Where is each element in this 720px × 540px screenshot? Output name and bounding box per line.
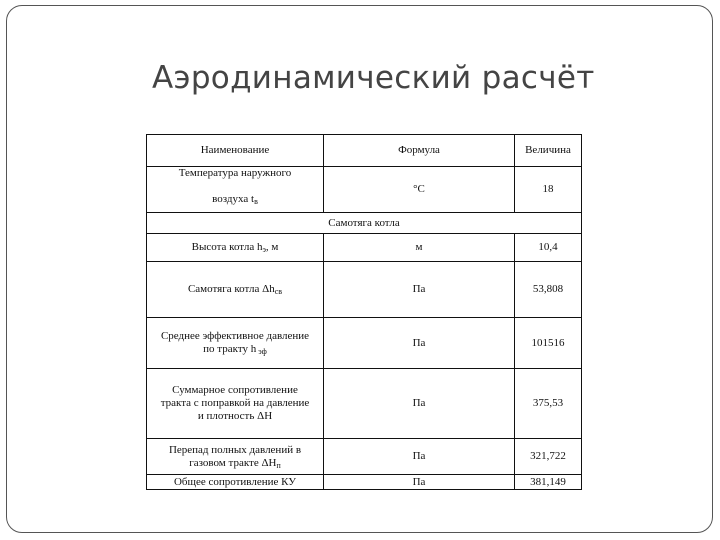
- cell-value: 10,4: [515, 234, 582, 262]
- cell-formula: м: [324, 234, 515, 262]
- name-line: Перепад полных давлений в: [168, 443, 302, 456]
- cell-formula: °C: [324, 167, 515, 213]
- cell-formula: Па: [324, 475, 515, 490]
- name-text: Высота котла h: [191, 241, 263, 253]
- name-line: и плотность ΔH: [197, 410, 273, 422]
- name-text: по тракту h: [203, 343, 257, 355]
- section-row: [147, 213, 582, 234]
- name-text: воздуха t: [212, 193, 255, 205]
- section-label: Самотяга котла: [147, 213, 582, 234]
- table-row: [147, 167, 582, 213]
- header-value: Величина: [515, 135, 582, 167]
- table-row: [147, 439, 582, 475]
- cell-value: 321,722: [515, 439, 582, 475]
- name-line: тракта с поправкой на давление: [160, 397, 310, 409]
- name-line: Суммарное сопротивление: [172, 384, 298, 396]
- name-subscript: эф: [256, 347, 267, 356]
- cell-value: 18: [515, 167, 582, 213]
- header-formula: Формула: [324, 135, 515, 167]
- cell-name: [147, 369, 324, 439]
- table-row: [147, 475, 582, 490]
- cell-formula: Па: [324, 262, 515, 318]
- cell-name: [147, 167, 324, 213]
- cell-name: [147, 318, 324, 369]
- name-subscript: в: [254, 197, 258, 206]
- table-row: [147, 318, 582, 369]
- cell-value: 53,808: [515, 262, 582, 318]
- name-subscript: п: [276, 460, 281, 470]
- name-line: Температура наружного: [178, 167, 292, 179]
- name-subscript: э: [262, 245, 266, 254]
- cell-value: 375,53: [515, 369, 582, 439]
- cell-formula: Па: [324, 318, 515, 369]
- name-text: Самотяга котла Δh: [187, 283, 275, 295]
- name-line: [150, 193, 320, 206]
- cell-name: [147, 234, 324, 262]
- cell-name: [147, 262, 324, 318]
- cell-formula: Па: [324, 439, 515, 475]
- table-row: [147, 369, 582, 439]
- page-title: Аэродинамический расчёт: [152, 60, 595, 96]
- cell-value: 101516: [515, 318, 582, 369]
- cell-value: 381,149: [515, 475, 582, 490]
- name-text: , м: [265, 241, 279, 253]
- cell-formula: Па: [324, 369, 515, 439]
- header-name: Наименование: [147, 135, 324, 167]
- table-header-row: [147, 135, 582, 167]
- calculation-table: [146, 134, 582, 490]
- cell-name: [147, 439, 324, 475]
- cell-name: Общее сопротивление КУ: [147, 475, 324, 490]
- table-row: [147, 234, 582, 262]
- table-row: [147, 262, 582, 318]
- name-line: Среднее эффективное давление: [160, 330, 310, 342]
- name-text: газовом тракте ΔH: [189, 456, 277, 469]
- name-subscript: cв: [274, 287, 283, 296]
